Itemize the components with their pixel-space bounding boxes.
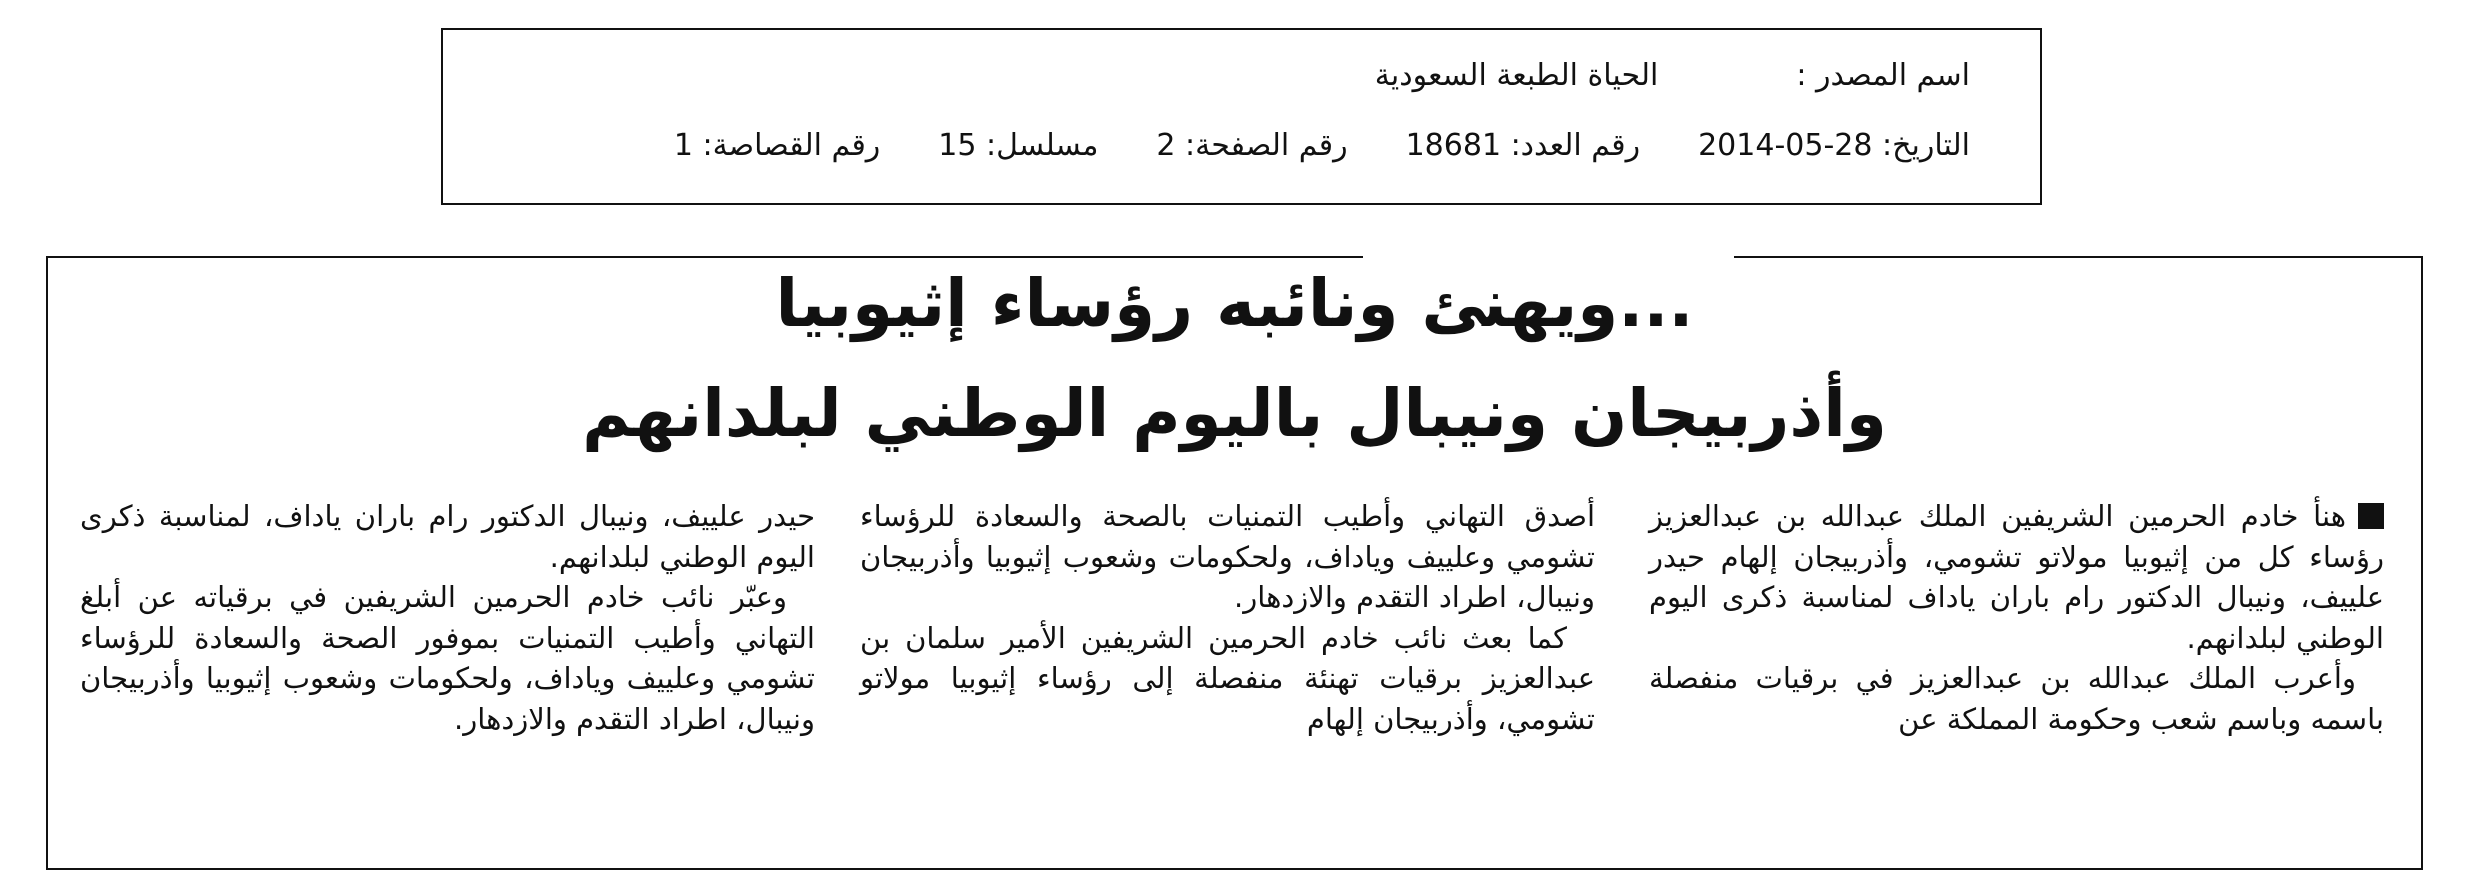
column-3-paragraph-2: وعبّر نائب خادم الحرمين الشريفين في برقياته عن أبلغ التهاني وأطيب التمنيات بموفور الصحة والسعادة للرؤساء تشومي وعلييف وياداف، ولحكومات وشعوب إثيوبيا وأذربيجان ونيبال، اطراد التقدم والازدهار.	[80, 580, 815, 736]
clip-value: 1	[673, 128, 693, 163]
clip-field	[674, 128, 880, 163]
source-row	[1375, 58, 1970, 93]
frame-top-left-rule	[46, 256, 1363, 258]
issue-field	[1406, 128, 1640, 163]
issue-value: 18681	[1405, 128, 1502, 163]
article-column-1	[1649, 496, 2384, 739]
column-3-paragraph-1: حيدر علييف، ونيبال الدكتور رام باران ياداف، لمناسبة ذكرى اليوم الوطني لبلدانهم.	[80, 499, 815, 574]
meta-row	[674, 128, 1970, 163]
date-field	[1698, 128, 1970, 163]
headline-line-1: ...ويهنئ ونائبه رؤساء إثيوبيا	[775, 265, 1694, 342]
serial-label: مسلسل:	[986, 128, 1099, 163]
page-field	[1156, 128, 1347, 163]
article-column-3	[80, 496, 815, 739]
column-2-paragraph-1: أصدق التهاني وأطيب التمنيات بالصحة والسعادة للرؤساء تشومي وعلييف وياداف، ولحكومات وشعوب إثيوبيا وأذربيجان ونيبال، اطراد التقدم والازدهار.	[860, 499, 1595, 614]
page-value: 2	[1156, 128, 1176, 163]
frame-top-right-rule	[1734, 256, 2423, 258]
source-label: اسم المصدر :	[1796, 58, 1970, 93]
issue-label: رقم العدد:	[1510, 128, 1641, 163]
source-value: الحياة الطبعة السعودية	[1374, 58, 1659, 93]
article-column-2	[860, 496, 1595, 739]
clip-label: رقم القصاصة:	[702, 128, 881, 163]
headline-line-2: وأذربيجان ونيبال باليوم الوطني لبلدانهم	[582, 375, 1887, 452]
column-1-paragraph-1	[1649, 496, 2384, 658]
serial-field	[938, 128, 1098, 163]
page-label: رقم الصفحة:	[1185, 128, 1348, 163]
column-2-paragraph-2: كما بعث نائب خادم الحرمين الشريفين الأمير سلمان بن عبدالعزيز برقيات تهنئة منفصلة إلى رؤساء إثيوبيا مولاتو تشومي، وأذربيجان إلهام	[860, 620, 1595, 736]
square-bullet-icon	[2358, 503, 2384, 529]
date-label: التاريخ:	[1882, 128, 1970, 163]
column-1-paragraph-2: وأعرب الملك عبدالله بن عبدالعزيز في برقيات منفصلة باسمه وباسم شعب وحكومة المملكة عن	[1649, 661, 2384, 736]
clipping-header	[441, 28, 2042, 205]
serial-value: 15	[938, 128, 977, 163]
date-value: 28-05-2014	[1698, 128, 1873, 163]
column-1-paragraph-1-text: هنأ خادم الحرمين الشريفين الملك عبدالله بن عبدالعزيز رؤساء كل من إثيوبيا مولاتو تشومي، وأذربيجان إلهام حيدر علييف، ونيبال الدكتور رام باران ياداف لمناسبة ذكرى اليوم الوطني لبلدانهم.	[1649, 499, 2384, 655]
